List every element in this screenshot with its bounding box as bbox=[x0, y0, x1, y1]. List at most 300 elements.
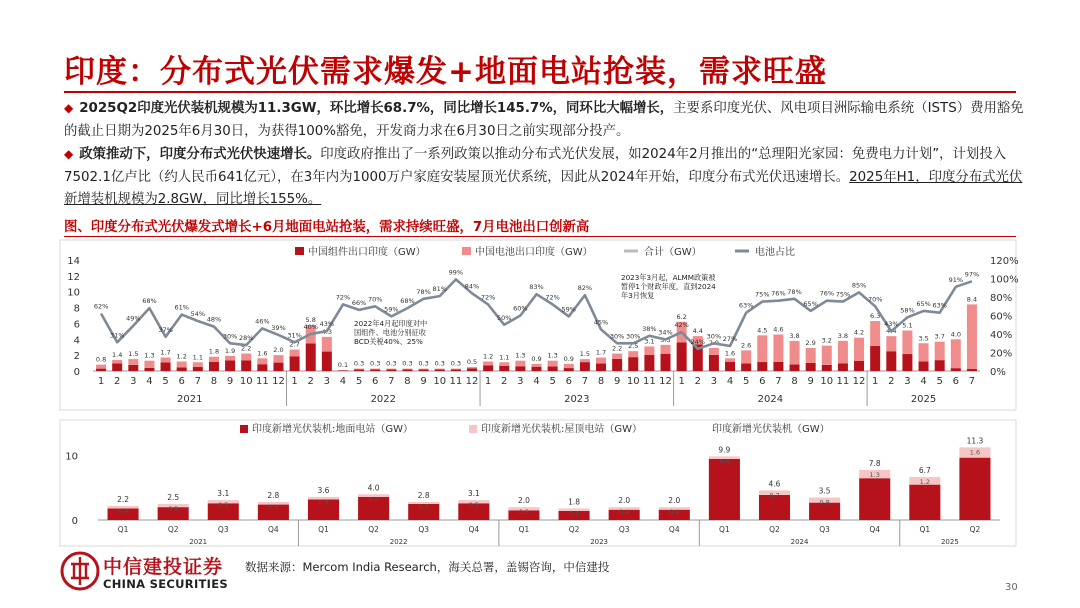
bar-module bbox=[951, 368, 961, 371]
bar-module bbox=[596, 364, 606, 371]
x-tick-label: Q3 bbox=[217, 525, 229, 534]
x-tick-label: 7 bbox=[194, 376, 202, 387]
ratio-label: 50% bbox=[497, 313, 512, 322]
x-tick-label: 2 bbox=[888, 376, 895, 387]
bar-cell bbox=[467, 367, 477, 368]
bar-cell bbox=[112, 360, 122, 363]
total-label: 7.8 bbox=[868, 458, 881, 468]
annotation-text: 2022年4月起印度对中 bbox=[354, 319, 428, 328]
total-label: 4.2 bbox=[853, 328, 865, 337]
bar-cell bbox=[644, 346, 654, 355]
bar-cell bbox=[451, 369, 461, 370]
x-tick-label: 12 bbox=[852, 376, 866, 387]
ratio-label: 78% bbox=[416, 287, 431, 296]
ratio-label: 72% bbox=[335, 293, 351, 302]
ratio-label: 59% bbox=[561, 305, 576, 314]
bar-module bbox=[902, 354, 912, 371]
rooftop-label: 0.7 bbox=[769, 491, 780, 500]
total-label: 4.3 bbox=[321, 327, 333, 336]
total-label: 2.9 bbox=[805, 339, 816, 348]
ratio-label: 63% bbox=[738, 301, 754, 310]
ratio-label: 81% bbox=[432, 285, 447, 294]
x-tick-label: 1 bbox=[291, 376, 298, 387]
x-tick-label: Q2 bbox=[568, 525, 580, 534]
x-tick-label: 5 bbox=[162, 376, 169, 387]
page-number: 30 bbox=[1005, 582, 1018, 593]
rooftop-label: 0.4 bbox=[318, 497, 329, 506]
y-tick-label: 0 bbox=[71, 516, 78, 527]
x-tick-label: 6 bbox=[952, 376, 959, 387]
bar-module bbox=[935, 360, 945, 371]
y-left-tick-label: 14 bbox=[67, 256, 80, 267]
x-tick-label: Q2 bbox=[167, 525, 179, 534]
bar-cell bbox=[919, 343, 929, 361]
ratio-label: 24% bbox=[690, 337, 705, 346]
installation-chart bbox=[0, 418, 1080, 548]
bar-cell bbox=[902, 331, 912, 354]
ratio-label: 75% bbox=[755, 290, 770, 299]
x-tick-label: 10 bbox=[626, 376, 640, 387]
legend-swatch bbox=[469, 425, 477, 433]
bar-module bbox=[290, 356, 300, 371]
annotation-text: BCD关税40%、25% bbox=[354, 337, 423, 346]
bar-cell bbox=[241, 354, 251, 361]
bar-cell bbox=[870, 321, 880, 346]
bar-ground bbox=[709, 459, 740, 520]
total-label: 1.5 bbox=[579, 350, 591, 359]
total-label: 5.1 bbox=[902, 321, 913, 330]
bar-module bbox=[838, 363, 848, 371]
total-label: 2.5 bbox=[628, 342, 639, 351]
total-label: 3.8 bbox=[837, 331, 849, 340]
ratio-label: 54% bbox=[190, 310, 206, 319]
bar-module bbox=[967, 369, 977, 371]
bar-cell bbox=[757, 335, 767, 362]
y-left-tick-label: 12 bbox=[67, 271, 80, 283]
total-label: 6.3 bbox=[870, 312, 881, 321]
x-tick-label: 12 bbox=[272, 376, 285, 387]
total-label: 0.3 bbox=[353, 359, 365, 368]
ratio-label: 62% bbox=[93, 302, 109, 311]
total-label: 1.3 bbox=[144, 351, 155, 360]
bar-cell bbox=[838, 341, 848, 364]
bar-module bbox=[370, 369, 380, 371]
total-label: 1.8 bbox=[208, 347, 220, 356]
x-tick-label: Q2 bbox=[969, 525, 981, 534]
bar-cell bbox=[709, 348, 719, 355]
total-label: 4.0 bbox=[367, 483, 380, 493]
page-title: 印度：分布式光伏需求爆发+地面电站抢装，需求旺盛 bbox=[64, 54, 827, 90]
rooftop-label: 0.5 bbox=[518, 508, 530, 517]
y-right-tick-label: 40% bbox=[990, 330, 1013, 341]
bar-cell bbox=[128, 359, 138, 365]
y-right-tick-label: 120% bbox=[990, 256, 1019, 267]
bar-module bbox=[919, 361, 929, 371]
bar-module bbox=[354, 369, 364, 371]
total-label: 3.1 bbox=[217, 489, 230, 499]
x-tick-label: 4 bbox=[533, 376, 540, 387]
ratio-label: 39% bbox=[271, 323, 286, 332]
bar-module bbox=[209, 362, 219, 371]
total-label: 3.3 bbox=[660, 335, 671, 344]
total-label: 0.3 bbox=[418, 359, 429, 368]
bar-ground bbox=[959, 458, 990, 520]
total-label: 1.6 bbox=[257, 349, 268, 358]
bar-cell bbox=[935, 342, 945, 360]
bar-module bbox=[757, 362, 767, 371]
total-label: 2.2 bbox=[241, 344, 252, 353]
bar-cell bbox=[483, 361, 493, 365]
ratio-label: 31% bbox=[109, 331, 125, 340]
total-label: 2.2 bbox=[117, 494, 130, 504]
bar-module bbox=[773, 362, 783, 371]
logo-english: CHINA SECURITIES bbox=[103, 577, 228, 591]
x-tick-label: Q3 bbox=[418, 525, 430, 534]
total-label: 4.6 bbox=[773, 325, 784, 334]
ratio-label: 70% bbox=[368, 295, 383, 304]
rooftop-label: 0.5 bbox=[167, 504, 179, 513]
bar-cell bbox=[322, 337, 332, 352]
x-tick-label: 12 bbox=[465, 376, 479, 387]
bar-cell bbox=[257, 358, 267, 364]
x-tick-label: 9 bbox=[807, 376, 814, 387]
total-label: 0.5 bbox=[466, 358, 478, 367]
bar-cell bbox=[854, 338, 864, 361]
bar-cell bbox=[741, 350, 751, 363]
total-label: 5.8 bbox=[305, 316, 316, 325]
total-label: 4.4 bbox=[692, 327, 703, 336]
bar-module bbox=[580, 362, 590, 371]
ratio-label: 40% bbox=[303, 323, 318, 331]
ratio-label: 58% bbox=[900, 306, 915, 315]
x-tick-label: 3 bbox=[130, 376, 137, 387]
total-label: 2.0 bbox=[668, 496, 681, 506]
ratio-label: 66% bbox=[351, 298, 367, 307]
figure-caption: 图、印度分布式光伏爆发式增长+6月地面电站抢装，需求持续旺盛，7月电池出口创新高 bbox=[64, 220, 590, 235]
bar-module bbox=[435, 369, 445, 371]
rooftop-label: 0.4 bbox=[368, 495, 379, 504]
x-tick-label: 3 bbox=[904, 376, 911, 387]
bar-module bbox=[725, 362, 735, 371]
ratio-label: 99% bbox=[448, 268, 464, 277]
x-tick-label: 5 bbox=[355, 376, 363, 387]
bar-module bbox=[886, 351, 896, 371]
annotation-text: 国组件、电池分别征收 bbox=[354, 328, 426, 337]
bar-module bbox=[644, 355, 654, 371]
rooftop-label: 0.4 bbox=[669, 508, 680, 517]
bar-module bbox=[822, 365, 832, 371]
x-tick-label: 10 bbox=[820, 376, 834, 387]
bar-cell bbox=[580, 359, 590, 362]
total-label: 1.6 bbox=[724, 349, 736, 358]
year-label: 2021 bbox=[177, 394, 203, 405]
bar-module bbox=[419, 369, 429, 371]
year-label: 2024 bbox=[757, 394, 784, 405]
x-tick-label: 8 bbox=[791, 376, 798, 387]
rooftop-label: 1.2 bbox=[919, 477, 931, 486]
ratio-label: 91% bbox=[948, 275, 964, 284]
x-tick-label: 11 bbox=[836, 376, 850, 387]
bar-module bbox=[661, 354, 671, 371]
bullet-2-bold: 政策推动下，印度分布式光伏快速增长。 bbox=[79, 147, 321, 162]
legend-label: 印度新增光伏装机（GW） bbox=[712, 424, 830, 435]
bar-module bbox=[854, 361, 864, 371]
rooftop-label: 0.4 bbox=[719, 457, 730, 466]
bar-module bbox=[241, 360, 251, 371]
diamond-bullet-icon: ◆ bbox=[64, 101, 74, 115]
bar-cell bbox=[773, 335, 783, 362]
bar-module bbox=[386, 369, 396, 371]
x-tick-label: Q1 bbox=[318, 525, 329, 534]
ratio-label: 60% bbox=[513, 304, 528, 313]
bar-module bbox=[306, 343, 316, 371]
x-tick-label: 1 bbox=[678, 376, 685, 387]
total-label: 3.1 bbox=[467, 489, 480, 499]
legend-swatch bbox=[240, 425, 248, 433]
ratio-label: 76% bbox=[819, 289, 835, 298]
bar-module bbox=[322, 352, 332, 371]
total-label: 0.1 bbox=[337, 361, 349, 370]
total-label: 1.2 bbox=[176, 352, 187, 361]
y-tick-label: 10 bbox=[65, 451, 78, 463]
year-label: 2025 bbox=[940, 538, 959, 546]
rooftop-label: 0.4 bbox=[268, 503, 279, 511]
year-label: 2022 bbox=[389, 538, 408, 546]
x-tick-label: Q1 bbox=[117, 525, 129, 534]
bar-module bbox=[177, 368, 187, 371]
x-tick-label: 1 bbox=[97, 376, 105, 387]
ratio-label: 28% bbox=[238, 334, 254, 343]
bar-cell bbox=[499, 362, 509, 365]
bar-cell bbox=[225, 356, 235, 361]
bar-cell bbox=[290, 350, 300, 357]
ratio-label: 83% bbox=[529, 283, 544, 292]
ratio-label: 30% bbox=[609, 332, 625, 341]
ratio-label: 38% bbox=[642, 324, 657, 333]
bar-module bbox=[144, 368, 154, 371]
bar-module bbox=[161, 363, 171, 371]
bar-module bbox=[741, 363, 751, 371]
x-tick-label: 3 bbox=[517, 376, 524, 387]
bar-cell bbox=[177, 361, 187, 367]
x-tick-label: 9 bbox=[420, 376, 427, 387]
ratio-label: 78% bbox=[787, 287, 802, 296]
diamond-bullet-icon: ◆ bbox=[64, 147, 74, 161]
bar-cell bbox=[967, 304, 977, 369]
total-label: 1.5 bbox=[128, 350, 139, 359]
x-tick-label: 6 bbox=[759, 376, 766, 387]
total-label: 6.7 bbox=[918, 465, 931, 475]
bullet-2-underline: 2025年H1，印度分布式光伏新增装机规模为2.8GW，同比增长155%。 bbox=[64, 169, 1023, 207]
rooftop-label: 0.3 bbox=[418, 503, 429, 511]
ratio-label: 70% bbox=[867, 295, 883, 304]
x-tick-label: 9 bbox=[226, 376, 234, 387]
ratio-label: 65% bbox=[916, 299, 931, 308]
total-label: 1.2 bbox=[482, 352, 494, 361]
ratio-label: 48% bbox=[206, 315, 222, 324]
bar-cell bbox=[886, 336, 896, 351]
ratio-label: 42% bbox=[674, 321, 689, 330]
total-label: 3.5 bbox=[818, 486, 831, 496]
x-tick-label: 11 bbox=[643, 376, 656, 387]
year-label: 2025 bbox=[910, 394, 937, 405]
y-right-tick-label: 100% bbox=[990, 274, 1019, 286]
x-tick-label: 4 bbox=[726, 376, 734, 387]
total-label: 1.1 bbox=[192, 353, 203, 362]
total-label: 2.2 bbox=[611, 344, 623, 353]
x-tick-label: 2 bbox=[114, 376, 121, 387]
bar-cell bbox=[435, 369, 445, 370]
x-tick-label: Q3 bbox=[618, 525, 630, 534]
total-label: 0.3 bbox=[434, 359, 445, 368]
total-label: 1.7 bbox=[595, 348, 607, 357]
ratio-label: 34% bbox=[658, 328, 673, 337]
legend-swatch bbox=[462, 247, 471, 255]
x-tick-label: 3 bbox=[323, 376, 331, 387]
total-label: 3.2 bbox=[821, 336, 832, 345]
total-label: 3.8 bbox=[789, 331, 800, 340]
bullet-1 bbox=[64, 97, 1024, 143]
bar-module bbox=[402, 369, 412, 371]
ratio-label: 43% bbox=[884, 320, 899, 329]
total-label: 0.8 bbox=[95, 355, 107, 364]
bullet-1-text: 主要系印度光伏、风电项目洲际输电系统（ISTS）费用豁免的截止日期为2025年6月30日，为获得100%豁免，开发商力求在6月30日之前实现部分投产。 bbox=[64, 101, 1024, 139]
total-label: 1.4 bbox=[112, 350, 123, 359]
rooftop-label: 1.6 bbox=[969, 448, 981, 457]
bar-cell bbox=[564, 364, 574, 368]
total-label: 1.8 bbox=[568, 497, 581, 507]
ratio-label: 30% bbox=[222, 332, 238, 341]
x-tick-label: 6 bbox=[372, 376, 379, 387]
ratio-label: 75% bbox=[835, 290, 851, 299]
company-logo-icon bbox=[60, 551, 100, 591]
total-label: 1.3 bbox=[547, 351, 558, 360]
x-tick-label: 1 bbox=[871, 376, 879, 387]
total-label: 1.9 bbox=[224, 346, 236, 355]
ratio-label: 68% bbox=[400, 297, 415, 306]
bar-cell bbox=[515, 361, 525, 367]
rooftop-label: 0.4 bbox=[568, 509, 580, 518]
x-tick-label: 4 bbox=[920, 376, 927, 387]
bar-cell bbox=[96, 365, 106, 369]
ratio-label: 97% bbox=[964, 270, 980, 279]
total-label: 4.6 bbox=[768, 479, 781, 489]
total-label: 4.4 bbox=[886, 327, 897, 336]
year-label: 2023 bbox=[590, 538, 609, 546]
bar-module bbox=[870, 346, 880, 371]
total-label: 0.3 bbox=[450, 359, 462, 368]
rooftop-label: 0.5 bbox=[468, 501, 480, 510]
ratio-label: 27% bbox=[722, 335, 738, 344]
bar-module bbox=[790, 364, 800, 371]
bar-module bbox=[709, 355, 719, 371]
bar-cell bbox=[661, 345, 671, 354]
ratio-label: 43% bbox=[319, 320, 335, 329]
bar-module bbox=[564, 368, 574, 371]
x-tick-label: 8 bbox=[404, 376, 411, 387]
legend-label: 印度新增光伏装机:屋顶电站（GW） bbox=[481, 424, 643, 435]
total-label: 2.0 bbox=[618, 496, 631, 506]
bar-cell bbox=[209, 357, 219, 362]
bar-cell bbox=[612, 354, 622, 359]
bar-module bbox=[451, 369, 461, 371]
ratio-label: 49% bbox=[126, 314, 141, 323]
x-tick-label: 2 bbox=[694, 376, 701, 387]
x-tick-label: 6 bbox=[178, 376, 185, 387]
total-label: 2.8 bbox=[267, 491, 280, 500]
x-tick-label: 2 bbox=[307, 376, 314, 387]
bar-module bbox=[628, 357, 638, 371]
bullet-2-text: 印度政府推出了一系列政策以推动分布式光伏发展，如2024年2月推出的“总理阳光家园：免费电力计划”，计划投入7502.1亿卢比（约人民币641亿元），在3年内为1000万户家庭安装屋顶光伏系统，因此从2024年开始，印度分布式光伏迅速增长。 bbox=[64, 147, 1007, 185]
bar-module bbox=[548, 366, 558, 371]
bar-module bbox=[483, 365, 493, 371]
x-tick-label: Q4 bbox=[268, 525, 279, 534]
bar-cell bbox=[532, 364, 542, 367]
bar-cell bbox=[548, 361, 558, 367]
bar-module bbox=[128, 365, 138, 371]
rooftop-label: 0.5 bbox=[218, 501, 229, 510]
bar-cell bbox=[273, 355, 283, 362]
x-tick-label: Q2 bbox=[769, 525, 780, 534]
ratio-label: 37% bbox=[158, 325, 173, 334]
bar-cell bbox=[822, 346, 832, 365]
x-tick-label: 10 bbox=[433, 376, 447, 387]
year-label: 2024 bbox=[790, 538, 809, 546]
x-tick-label: 5 bbox=[742, 376, 750, 387]
legend-label: 合计（GW） bbox=[644, 247, 702, 258]
bar-module bbox=[532, 367, 542, 371]
x-tick-label: 7 bbox=[581, 376, 589, 387]
data-source: 数据来源：Mercom India Research，海关总署，盖锡咨询，中信建投 bbox=[245, 560, 610, 574]
bar-module bbox=[257, 364, 267, 371]
x-tick-label: 10 bbox=[239, 376, 253, 387]
total-label: 2.5 bbox=[167, 492, 180, 502]
x-tick-label: 5 bbox=[549, 376, 556, 387]
bar-module bbox=[806, 363, 816, 371]
ratio-label: 46% bbox=[255, 317, 270, 326]
logo-chinese: 中信建投证券 bbox=[103, 556, 224, 578]
bar-cell bbox=[596, 358, 606, 364]
ratio-label: 68% bbox=[142, 297, 157, 306]
y-right-tick-label: 60% bbox=[990, 311, 1013, 323]
total-label: 2.7 bbox=[289, 340, 300, 349]
x-tick-label: Q1 bbox=[518, 525, 530, 534]
bar-module bbox=[273, 363, 283, 371]
bar-cell bbox=[354, 369, 364, 370]
total-label: 4.5 bbox=[757, 326, 768, 335]
y-left-tick-label: 10 bbox=[67, 287, 80, 299]
ratio-label: 61% bbox=[174, 303, 189, 312]
total-label: 0.9 bbox=[531, 354, 542, 363]
bar-module bbox=[112, 363, 122, 371]
x-tick-label: 12 bbox=[659, 376, 672, 387]
rooftop-label: 0.4 bbox=[117, 506, 129, 515]
bar-ground bbox=[909, 485, 940, 520]
ratio-label: 45% bbox=[593, 318, 609, 327]
x-tick-label: 7 bbox=[968, 376, 976, 387]
legend-label: 中国电池出口印度（GW） bbox=[475, 247, 593, 258]
y-right-tick-label: 20% bbox=[990, 348, 1013, 360]
x-tick-label: 11 bbox=[255, 376, 269, 387]
total-label: 6.2 bbox=[676, 312, 687, 321]
bar-module bbox=[467, 368, 477, 371]
ratio-label: 82% bbox=[577, 284, 593, 293]
year-label: 2023 bbox=[564, 394, 590, 405]
legend-swatch bbox=[295, 247, 304, 255]
x-tick-label: 8 bbox=[210, 376, 218, 387]
x-tick-label: 2 bbox=[501, 376, 508, 387]
x-tick-label: Q4 bbox=[869, 525, 881, 534]
